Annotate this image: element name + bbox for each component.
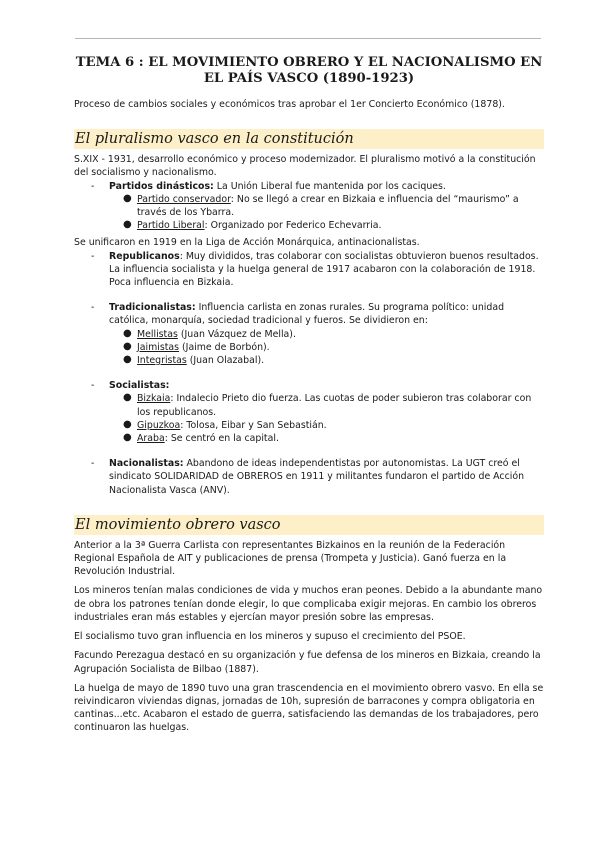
sub-item-text: : Indalecio Prieto dio fuerza. Las cuotas de poder subieron tras colaborar con los republicanos. [137, 393, 532, 418]
paragraph: Anterior a la 3ª Guerra Carlista con representantes Bizkainos en la reunión de la Federación Regional Española de AIT y publicaciones de prensa (Trompeta y Justicia). Ganó fuerza en la Revolución Industrial. [74, 539, 507, 578]
bullet-mark: ● [123, 327, 132, 339]
sub-item-text: : Se centró en la capital. [164, 433, 279, 445]
paragraph: Facundo Perezagua destacó en su organización y fue defensa de los mineros en Bizkaia, creando la Agrupación Socialista de Bilbao (1887). [74, 650, 541, 675]
dash-mark: - [91, 380, 95, 392]
section-heading-pluralismo: El pluralismo vasco en la constitución [74, 129, 544, 149]
sub-item-name: Araba [137, 433, 165, 445]
bullet-mark: ● [123, 219, 132, 231]
sub-item [109, 392, 544, 418]
sub-item [109, 432, 544, 445]
item-text: Abandono de ideas independentistas por autonomistas. La UGT creó el sindicato SOLIDARIDAD de OBREROS en 1911 y militantes fundaron el partido de Acción Nacionalista Vasca (ANV). [109, 458, 525, 496]
item-text: : Muy divididos, tras colaborar con socialistas obtuvieron buenos resultados. La influencia socialista y la huelga general de 1917 acabaron con la colaboración de 1918. Poca influencia en Bizkaia. [109, 250, 539, 289]
sub-item [109, 219, 544, 232]
sub-item-name: Bizkaia [137, 393, 171, 405]
dash-mark: - [91, 458, 95, 470]
term-label: Republicanos [109, 250, 180, 262]
party-list [74, 180, 544, 233]
sub-item-text: (Juan Olazabal). [186, 355, 265, 367]
sub-item [109, 419, 544, 432]
list-item-tradicionalistas [74, 301, 544, 367]
sub-item [109, 193, 544, 219]
bullet-mark: ● [123, 392, 132, 404]
sub-item-text: : No se llegó a crear en Bizkaia e influencia del “maurismo” a través de los Ybarra. [137, 193, 519, 219]
dash-mark: - [91, 250, 95, 262]
document-title: TEMA 6 : EL MOVIMIENTO OBRERO Y EL NACIONALISMO EN EL PAÍS VASCO (1890-1923) [75, 55, 543, 86]
document-page [74, 55, 544, 735]
term-label: Nacionalistas: [109, 458, 184, 470]
dash-mark: - [91, 302, 95, 314]
sub-item-name: Partido conservador [137, 193, 231, 205]
sub-item-text: (Juan Vázquez de Mella). [177, 328, 296, 340]
paragraph: S.XIX - 1931, desarrollo económico y proceso modernizador. El pluralismo motivó a la constitución del socialismo y nacionalismo. [74, 154, 536, 179]
list-item-dinasticos [74, 180, 544, 233]
sub-item-name: Mellistas [137, 328, 178, 340]
sub-item-name: Jaimistas [137, 341, 180, 353]
dash-mark: - [91, 180, 95, 192]
sub-item-text: : Tolosa, Eibar y San Sebastián. [180, 419, 327, 431]
paragraph: El socialismo tuvo gran influencia en los mineros y supuso el crecimiento del PSOE. [74, 631, 466, 643]
sub-item [109, 341, 544, 354]
term-label: Partidos dinásticos: [109, 180, 214, 192]
bullet-mark: ● [123, 418, 132, 430]
bullet-mark: ● [123, 192, 132, 204]
sub-item-name: Partido Liberal [137, 220, 205, 232]
sub-item-name: Gipuzkoa [137, 419, 181, 431]
list-item-socialistas [74, 379, 544, 445]
list-item-republicanos [74, 250, 544, 290]
paragraph: Se unificaron en 1919 en la Liga de Acción Monárquica, antinacionalistas. [74, 237, 420, 249]
term-label: Socialistas: [109, 380, 170, 392]
item-text: Influencia carlista en zonas rurales. Su programa político: unidad católica, monarquía, sociedad tradicional y fueros. Se dividieron en: [109, 302, 505, 327]
term-label: Tradicionalistas: [109, 302, 196, 314]
header-rule [75, 38, 541, 39]
section-heading-movimiento-obrero: El movimiento obrero vasco [74, 515, 544, 535]
sub-item-name: Integristas [137, 355, 187, 367]
bullet-mark: ● [123, 340, 132, 352]
paragraph: La huelga de mayo de 1890 tuvo una gran trascendencia en el movimiento obrero vasvo. En ella se reivindicaron viviendas dignas, jornadas de 10h, supresión de barracones y compra obligatoria en cantinas...etc. Acabaron el estado de guerra, satisfaciendo las demandas de los trabajadores, pero continuaron las huelgas. [74, 682, 544, 734]
sub-item [109, 328, 544, 341]
list-item-nacionalistas [74, 457, 544, 497]
sub-item-text: (Jaime de Borbón). [179, 341, 270, 353]
sub-item [109, 354, 544, 367]
intro-paragraph: Proceso de cambios sociales y económicos tras aprobar el 1er Concierto Económico (1878). [74, 99, 505, 110]
bullet-mark: ● [123, 432, 132, 444]
bullet-mark: ● [123, 354, 132, 366]
item-text: La Unión Liberal fue mantenida por los caciques. [213, 180, 446, 192]
paragraph: Los mineros tenían malas condiciones de vida y muchos eran peones. Debido a la abundante mano de obra los patrones tenían donde elegir, lo que complicaba exigir mejoras. En cambio los obreros industriales eran más estables y ejercían mayor presión sobre las empresas. [74, 585, 543, 623]
party-list [74, 250, 544, 497]
sub-item-text: : Organizado por Federico Echevarria. [204, 220, 382, 232]
